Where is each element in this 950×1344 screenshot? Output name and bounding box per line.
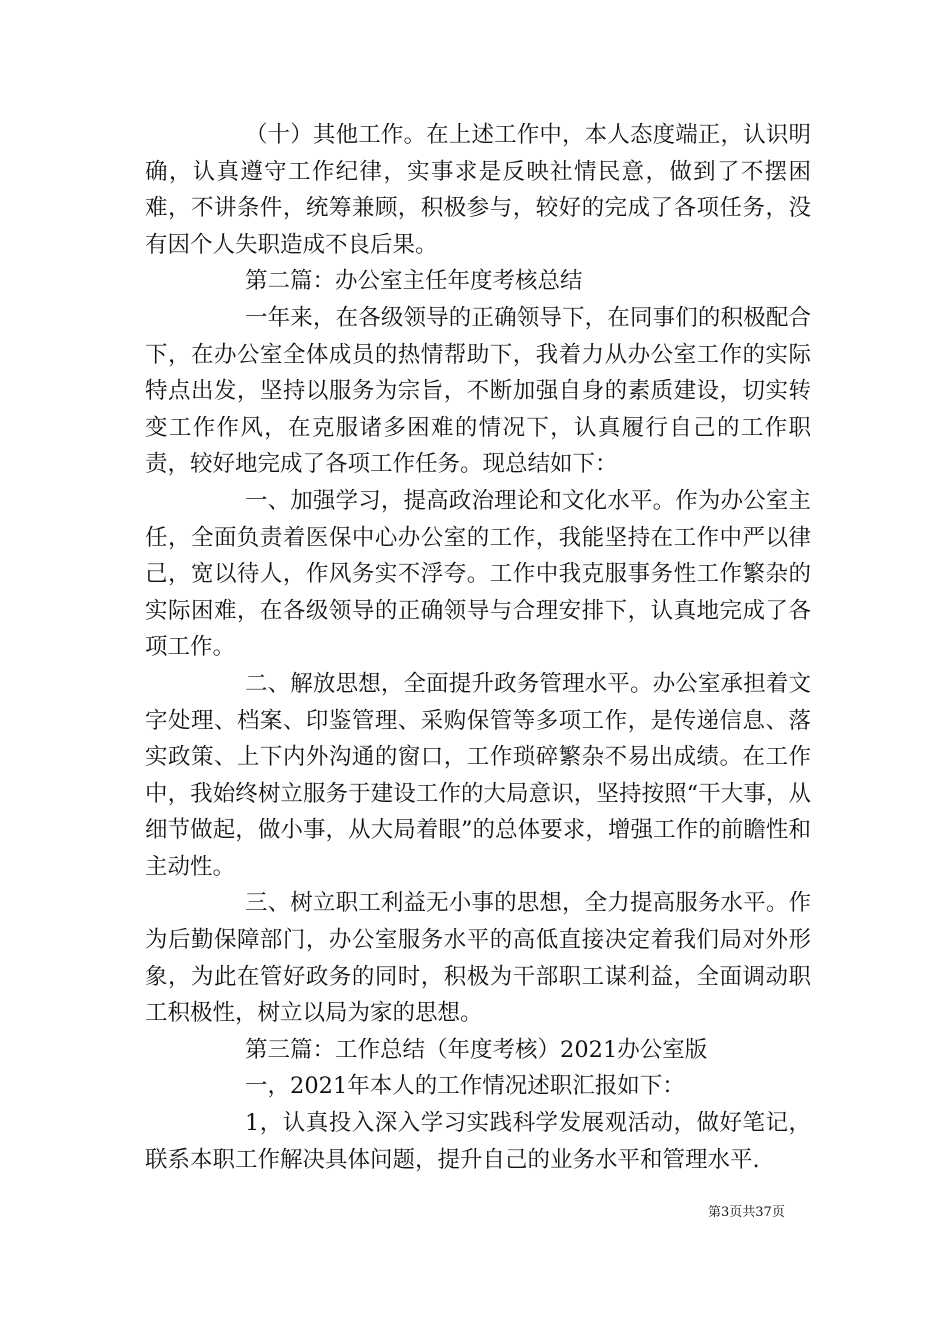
paragraph-point-three: 三、树立职工利益无小事的思想，全力提高服务水平。作为后勤保障部门，办公室服务水平的高低直接决定着我们局对外形象，为此在管好政务的同时，积极为干部职工谋利益，全面调动职工积极性，树立以局为家的思想。: [145, 890, 811, 1027]
document-body: [145, 117, 811, 1178]
paragraph-point-two: 二、解放思想，全面提升政务管理水平。办公室承担着文字处理、档案、印鉴管理、采购保管等多项工作，是传递信息、落实政策、上下内外沟通的窗口，工作琐碎繁杂不易出成绩。在工作中，我始终树立服务于建设工作的大局意识，坚持按照“干大事，从细节做起，做小事，从大局着眼”的总体要求，增强工作的前瞻性和主动性。: [145, 670, 811, 880]
paragraph-point-one: 一、加强学习，提高政治理论和文化水平。作为办公室主任，全面负责着医保中心办公室的工作，我能坚持在工作中严以律己，宽以待人，作风务实不浮夸。工作中我克服事务性工作繁杂的实际困难，在各级领导的正确领导与合理安排下，认真地完成了各项工作。: [145, 487, 811, 661]
page-number: 第3页共37页: [708, 1205, 785, 1220]
paragraph-item-one: 1，认真投入深入学习实践科学发展观活动，做好笔记，联系本职工作解决具体问题，提升自己的业务水平和管理水平.: [145, 1110, 811, 1173]
paragraph-intro: 一年来，在各级领导的正确领导下，在同事们的积极配合下，在办公室全体成员的热情帮助下，我着力从办公室工作的实际特点出发，坚持以服务为宗旨，不断加强自身的素质建设，切实转变工作作风，在克服诸多困难的情况下，认真履行自己的工作职责，较好地完成了各项工作任务。现总结如下：: [145, 304, 811, 478]
section-heading-third: 第三篇：工作总结（年度考核）2021办公室版: [245, 1036, 708, 1063]
section-heading-second: 第二篇：办公室主任年度考核总结: [245, 268, 583, 295]
paragraph-other-work: （十）其他工作。在上述工作中，本人态度端正，认识明确，认真遵守工作纪律，实事求是反映社情民意，做到了不摆困难，不讲条件，统筹兼顾，积极参与，较好的完成了各项任务，没有因个人失职造成不良后果。: [145, 122, 811, 258]
paragraph-report-intro: 一，2021年本人的工作情况述职汇报如下：: [245, 1073, 685, 1100]
